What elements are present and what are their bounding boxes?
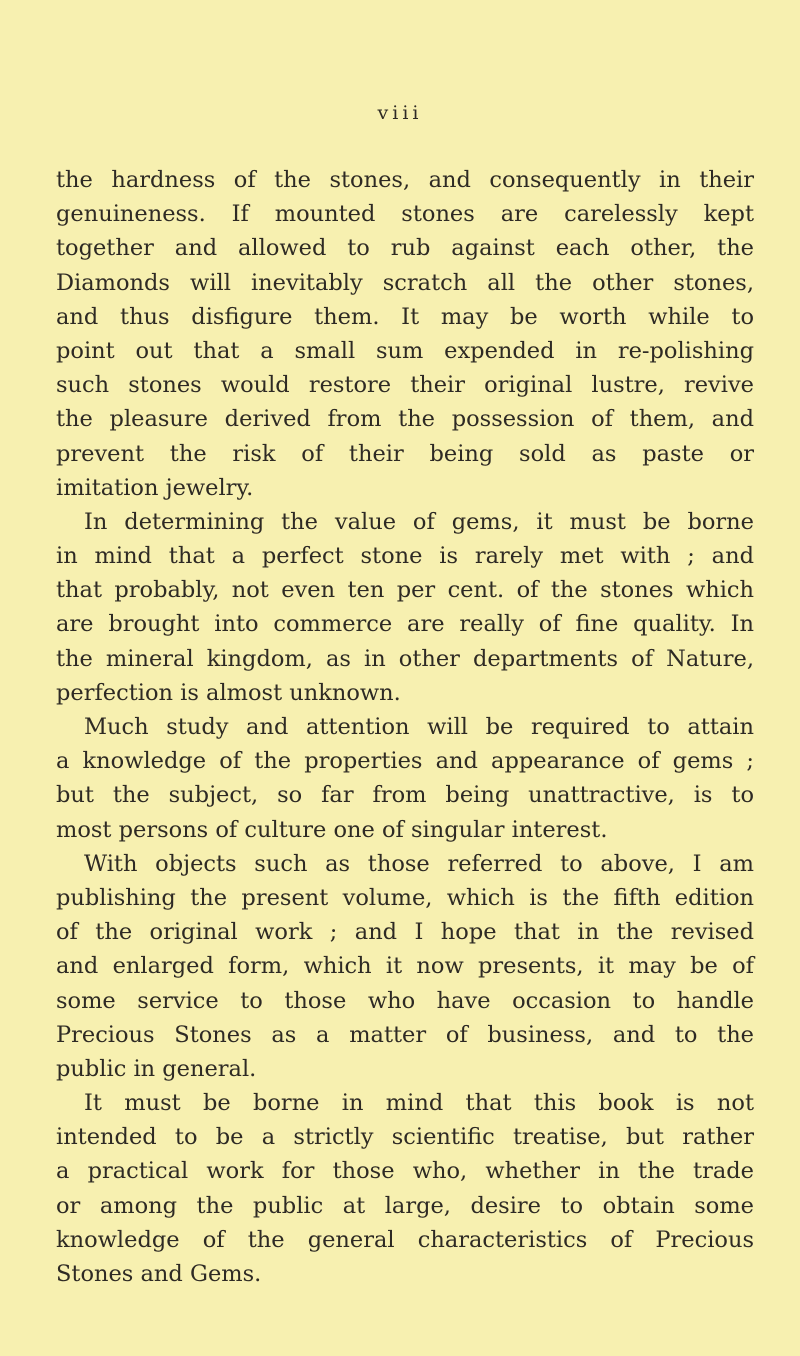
text-line: With objects such as those referred to above, I am (84, 850, 754, 877)
text-line: are brought into commerce are really of fine quality. In (56, 611, 754, 638)
paragraph (56, 1086, 754, 1291)
text-line: in mind that a perfect stone is rarely met with ; and (56, 543, 754, 570)
text-line: It must be borne in mind that this book is not (84, 1090, 754, 1117)
text-line: prevent the risk of their being sold as paste or (56, 440, 754, 467)
text-line: In determining the value of gems, it must be borne (84, 508, 754, 535)
text-line: the hardness of the stones, and consequently in their (56, 167, 754, 193)
text-line: most persons of culture one of singular interest. (56, 816, 608, 843)
paragraph (56, 163, 754, 505)
text-line: and enlarged form, which it now presents, it may be of (56, 953, 754, 980)
text-line: together and allowed to rub against each other, the (56, 235, 754, 262)
text-line: intended to be a strictly scientific treatise, but rather (56, 1124, 754, 1151)
text-line: publishing the present volume, which is the fifth edition (56, 884, 754, 911)
text-line: that probably, not even ten per cent. of the stones which (56, 577, 754, 604)
page-number: viii (377, 102, 423, 124)
text-line: knowledge of the general characteristics of Precious (56, 1226, 754, 1253)
text-line: Stones and Gems. (56, 1261, 262, 1287)
paragraph (56, 710, 754, 847)
text-line: but the subject, so far from being unattractive, is to (56, 782, 754, 809)
body-text (56, 163, 754, 1291)
text-line: imitation jewelry. (56, 474, 254, 501)
text-line: or among the public at large, desire to obtain some (56, 1192, 754, 1219)
text-line: genuineness. If mounted stones are carelessly kept (56, 201, 754, 228)
paragraph (56, 847, 754, 1086)
text-line: some service to those who have occasion to handle (56, 987, 754, 1014)
text-line: Much study and attention will be required to attain (84, 714, 754, 740)
paragraph (56, 505, 754, 710)
text-line: of the original work ; and I hope that in the revised (56, 919, 754, 946)
text-line: Precious Stones as a matter of business, and to the (56, 1021, 754, 1048)
text-line: public in general. (56, 1055, 257, 1082)
text-line: Diamonds will inevitably scratch all the other stones, (56, 269, 754, 296)
text-line: such stones would restore their original lustre, revive (56, 372, 754, 399)
text-line: perfection is almost unknown. (56, 679, 401, 706)
text-line: a practical work for those who, whether in the trade (56, 1158, 754, 1185)
text-line: a knowledge of the properties and appearance of gems ; (56, 748, 754, 775)
text-line: the mineral kingdom, as in other departments of Nature, (56, 645, 754, 672)
text-line: and thus disfigure them. It may be worth while to (56, 303, 754, 330)
text-line: the pleasure derived from the possession of them, and (56, 406, 754, 433)
text-line: point out that a small sum expended in re-polishing (56, 337, 754, 364)
